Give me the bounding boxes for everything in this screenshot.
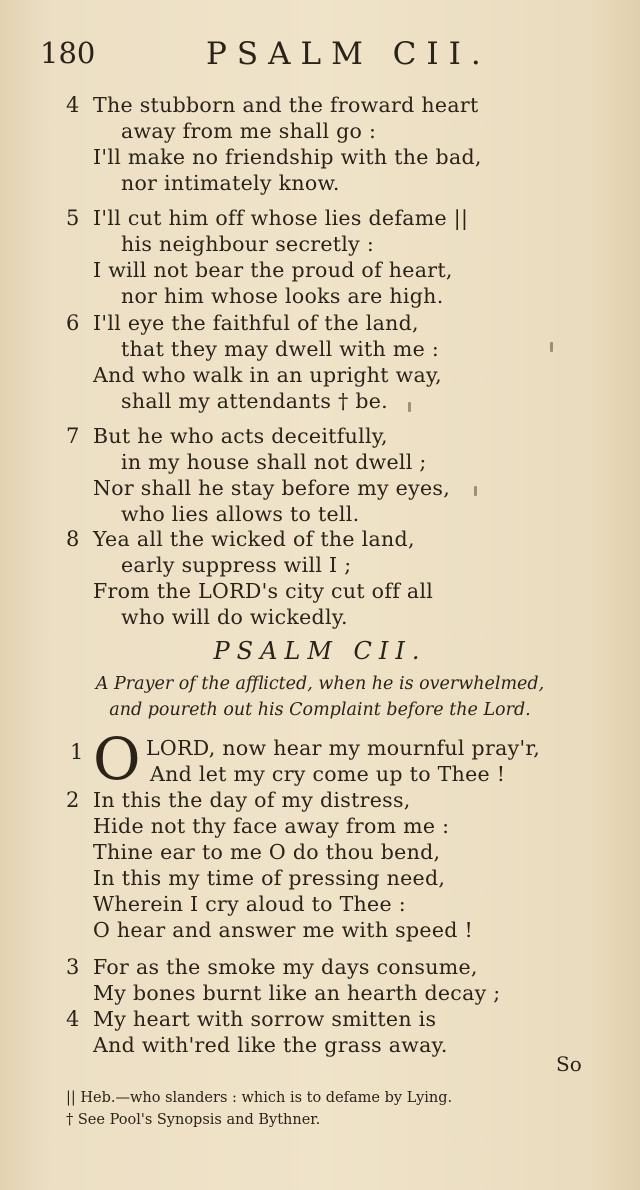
verse-line: And with'red like the grass away. — [93, 1033, 448, 1057]
verse-line: away from me shall go : — [121, 119, 377, 143]
verse-number: 4 — [66, 93, 80, 117]
verse-line: The stubborn and the froward heart — [93, 93, 479, 117]
verse-line: LORD, now hear my mournful pray'r, — [146, 736, 541, 760]
verse-line: shall my attendants † be. — [121, 389, 389, 413]
verse-number: 8 — [66, 527, 80, 551]
verse-line: who lies allows to tell. — [121, 502, 360, 526]
verse-line: Wherein I cry aloud to Thee : — [93, 892, 406, 916]
verse-number: 3 — [66, 955, 80, 979]
verse-line: O hear and answer me with speed ! — [93, 918, 474, 942]
verse-line: early suppress will I ; — [121, 553, 352, 577]
verse-line: in my house shall not dwell ; — [121, 450, 427, 474]
verse-line: And let my cry come up to Thee ! — [150, 762, 506, 786]
verse-number: 5 — [66, 206, 80, 230]
ink-blot — [474, 486, 477, 496]
verse-number: 7 — [66, 424, 80, 448]
ink-blot — [408, 402, 411, 412]
verse-line: that they may dwell with me : — [121, 337, 440, 361]
verse-line: I'll make no friendship with the bad, — [93, 145, 482, 169]
verse-line: In this the day of my distress, — [93, 788, 411, 812]
verse-line: But he who acts deceitfully, — [93, 424, 388, 448]
verse-line: I'll eye the faithful of the land, — [93, 311, 419, 335]
footnote: || Heb.—who slanders : which is to defame by Lying. — [66, 1090, 453, 1106]
verse-number: 2 — [66, 788, 80, 812]
page-number: 180 — [40, 36, 96, 70]
catchword: So — [556, 1052, 582, 1076]
verse-line: who will do wickedly. — [121, 605, 348, 629]
verse-number: 1 — [70, 740, 84, 764]
psalm-subtitle: and poureth out his Complaint before the Lord. — [109, 700, 531, 720]
verse-line: I will not bear the proud of heart, — [93, 258, 453, 282]
verse-line: Hide not thy face away from me : — [93, 814, 450, 838]
verse-line: My heart with sorrow smitten is — [93, 1007, 437, 1031]
verse-number: 6 — [66, 311, 80, 335]
verse-line: Nor shall he stay before my eyes, — [93, 476, 451, 500]
verse-line: Thine ear to me O do thou bend, — [93, 840, 441, 864]
verse-line: And who walk in an upright way, — [93, 363, 442, 387]
psalm-heading: PSALM CII. — [213, 637, 427, 665]
verse-line: For as the smoke my days consume, — [93, 955, 478, 979]
verse-line: nor him whose looks are high. — [121, 284, 444, 308]
verse-line: From the LORD's city cut off all — [93, 579, 434, 603]
page-header — [0, 36, 640, 76]
verse-line: I'll cut him off whose lies defame || — [93, 206, 469, 230]
psalm-subtitle: A Prayer of the afflicted, when he is overwhelmed, — [95, 674, 545, 694]
ink-blot — [550, 342, 553, 352]
footnote: † See Pool's Synopsis and Bythner. — [66, 1112, 321, 1128]
verse-number: 4 — [66, 1007, 80, 1031]
drop-cap: O — [93, 725, 141, 793]
verse-line: My bones burnt like an hearth decay ; — [93, 981, 501, 1005]
verse-line: nor intimately know. — [121, 171, 340, 195]
running-title: PSALM CII. — [206, 36, 491, 72]
verse-line: his neighbour secretly : — [121, 232, 375, 256]
verse-line: Yea all the wicked of the land, — [93, 527, 415, 551]
verse-line: In this my time of pressing need, — [93, 866, 446, 890]
